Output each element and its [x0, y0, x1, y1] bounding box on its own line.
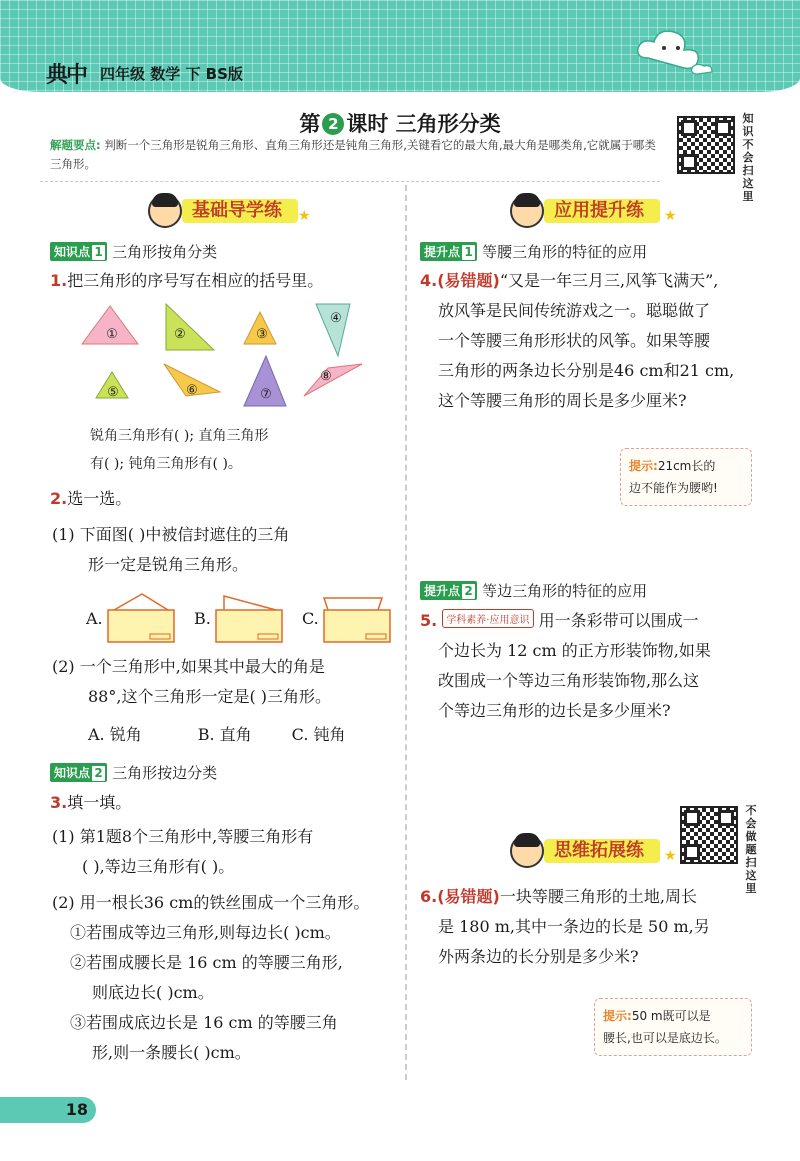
- q2-part1: (1) 下面图( )中被信封遮住的三角 形一定是锐角三角形。: [52, 525, 290, 574]
- triangle-label: ⑤: [107, 385, 119, 400]
- lesson-number: 2: [322, 113, 344, 135]
- option-c: C. 钝角: [291, 725, 346, 744]
- star-icon: ★: [664, 848, 677, 864]
- q3-text: 填一填。: [67, 793, 132, 812]
- q1-answer-line: 锐角三角形有( ); 直角三角形: [90, 428, 269, 444]
- triangles-figure: [80, 300, 380, 412]
- section-title: 应用提升练: [544, 199, 660, 223]
- book-title: 四年级 数学 下 BS版: [100, 65, 243, 83]
- brand-logo: 典中: [46, 63, 87, 88]
- q3-part1: (1) 第1题8个三角形中,等腰三角形有 ( ),等边三角形有( )。: [52, 827, 314, 876]
- qr-caption: 知识不会扫这里: [742, 112, 754, 203]
- q5-badge: 学科素养·应用意识: [442, 609, 533, 628]
- lesson-prefix: 第: [299, 112, 321, 136]
- triangle-label: ②: [174, 327, 186, 342]
- triangle-label: ③: [256, 327, 268, 342]
- envelope-c-icon: [322, 592, 392, 644]
- section-basic: [148, 194, 328, 228]
- question-5: 5. 学科素养·应用意识 用一条彩带可以围成一 个边长为 12 cm 的正方形装饰物,如果 改围成一个等边三角形装饰物,那么这 个等边三角形的边长是多少厘米?: [420, 611, 711, 720]
- kp-tag: 知识点 1: [50, 242, 107, 261]
- section-title: 基础导学练: [182, 199, 298, 223]
- option-a: A. 锐角: [88, 725, 142, 744]
- q1-answer-line: 有( ); 钝角三角形有( )。: [90, 456, 242, 472]
- kid-mascot-icon: [510, 834, 544, 868]
- q2-part2-options: [88, 720, 398, 750]
- triangle-label: ⑧: [320, 369, 332, 384]
- star-icon: ★: [664, 208, 677, 224]
- triangle-label: ④: [330, 311, 342, 326]
- ip-title: 等边三角形的特征的应用: [482, 582, 648, 600]
- knowledge-point-1: [50, 241, 217, 262]
- option-a-label: A.: [86, 609, 103, 628]
- section-extend: [510, 834, 690, 868]
- star-icon: ★: [298, 208, 311, 224]
- q1-number: 1.: [50, 271, 68, 290]
- ip-tag: 提升点 1: [420, 242, 477, 261]
- q3-part2: (2) 用一根长36 cm的铁丝围成一个三角形。 ①若围成等边三角形,则每边长( )cm。 ②若围成腰长是 16 cm 的等腰三角形, 则底边长( )cm。 ③若围成底边长是 16 cm 的等腰三角 形,则一条腰长( )cm。: [52, 893, 370, 1062]
- section-title: 思维拓展练: [544, 839, 660, 863]
- ip-title: 等腰三角形的特征的应用: [482, 243, 648, 261]
- tips-text: 判断一个三角形是锐角三角形、直角三角形还是钝角三角形,关键看它的最大角,最大角是哪类角,它就属于哪类三角形。: [50, 138, 656, 171]
- improve-point-1: [420, 241, 647, 262]
- improve-point-2: [420, 580, 647, 601]
- option-c-label: C.: [302, 609, 319, 628]
- question-1: [50, 266, 400, 296]
- option-b: B. 直角: [197, 725, 252, 744]
- kp-title: 三角形按角分类: [112, 243, 218, 261]
- kp-title: 三角形按边分类: [112, 764, 218, 782]
- envelope-options: [86, 592, 406, 648]
- section-apply: [510, 194, 690, 228]
- qr-code[interactable]: [677, 116, 735, 174]
- qr-caption: 不会做题扫这里: [745, 804, 757, 895]
- triangle-label: ⑦: [260, 387, 272, 402]
- envelope-a-icon: [106, 592, 176, 644]
- hint-box-1: 提示:21cm长的 边不能作为腰哟!: [620, 448, 752, 506]
- q1-text: 把三角形的序号写在相应的括号里。: [67, 271, 324, 290]
- kid-mascot-icon: [510, 194, 544, 228]
- lesson-suffix: 课时 三角形分类: [346, 112, 501, 136]
- q6-badge: (易错题): [437, 887, 500, 906]
- question-4: 4.(易错题)“又是一年三月三,风筝飞满天”, 放风筝是民间传统游戏之一。聪聪做了 一个等腰三角形形状的风筝。如果等腰 三角形的两条边长分别是46 cm和21 cm, 这个等腰三角形的周长是多少厘米?: [420, 271, 735, 410]
- kid-mascot-icon: [148, 194, 182, 228]
- hint-box-2: 提示:50 m既可以是 腰长,也可以是底边长。: [594, 998, 752, 1056]
- triangle-label: ①: [106, 327, 118, 342]
- ip-tag: 提升点 2: [420, 581, 477, 600]
- question-6: 6.(易错题)一块等腰三角形的土地,周长 是 180 m,其中一条边的长是 50 m,另 外两条边的长分别是多少米?: [420, 887, 710, 966]
- hint-label: 提示:: [629, 459, 658, 473]
- knowledge-point-2: [50, 762, 217, 783]
- page-band: [0, 1097, 50, 1123]
- question-2: 2.选一选。: [50, 489, 132, 508]
- q2-part2: (2) 一个三角形中,如果其中最大的角是 88°,这个三角形一定是( )三角形。: [52, 657, 332, 706]
- tips-label: 解题要点:: [50, 138, 101, 152]
- q4-badge: (易错题): [437, 271, 500, 290]
- option-b-label: B.: [194, 609, 211, 628]
- q1-answers: [90, 422, 390, 478]
- q2-text: 选一选。: [67, 489, 132, 508]
- tips: [50, 136, 665, 174]
- page-number: 18: [46, 1097, 96, 1123]
- cloud-icon: [628, 28, 718, 82]
- question-3: 3.填一填。: [50, 793, 132, 812]
- hint-label: 提示:: [603, 1009, 632, 1023]
- envelope-b-icon: [214, 592, 284, 644]
- kp-tag: 知识点 2: [50, 763, 107, 782]
- triangle-label: ⑥: [186, 383, 198, 398]
